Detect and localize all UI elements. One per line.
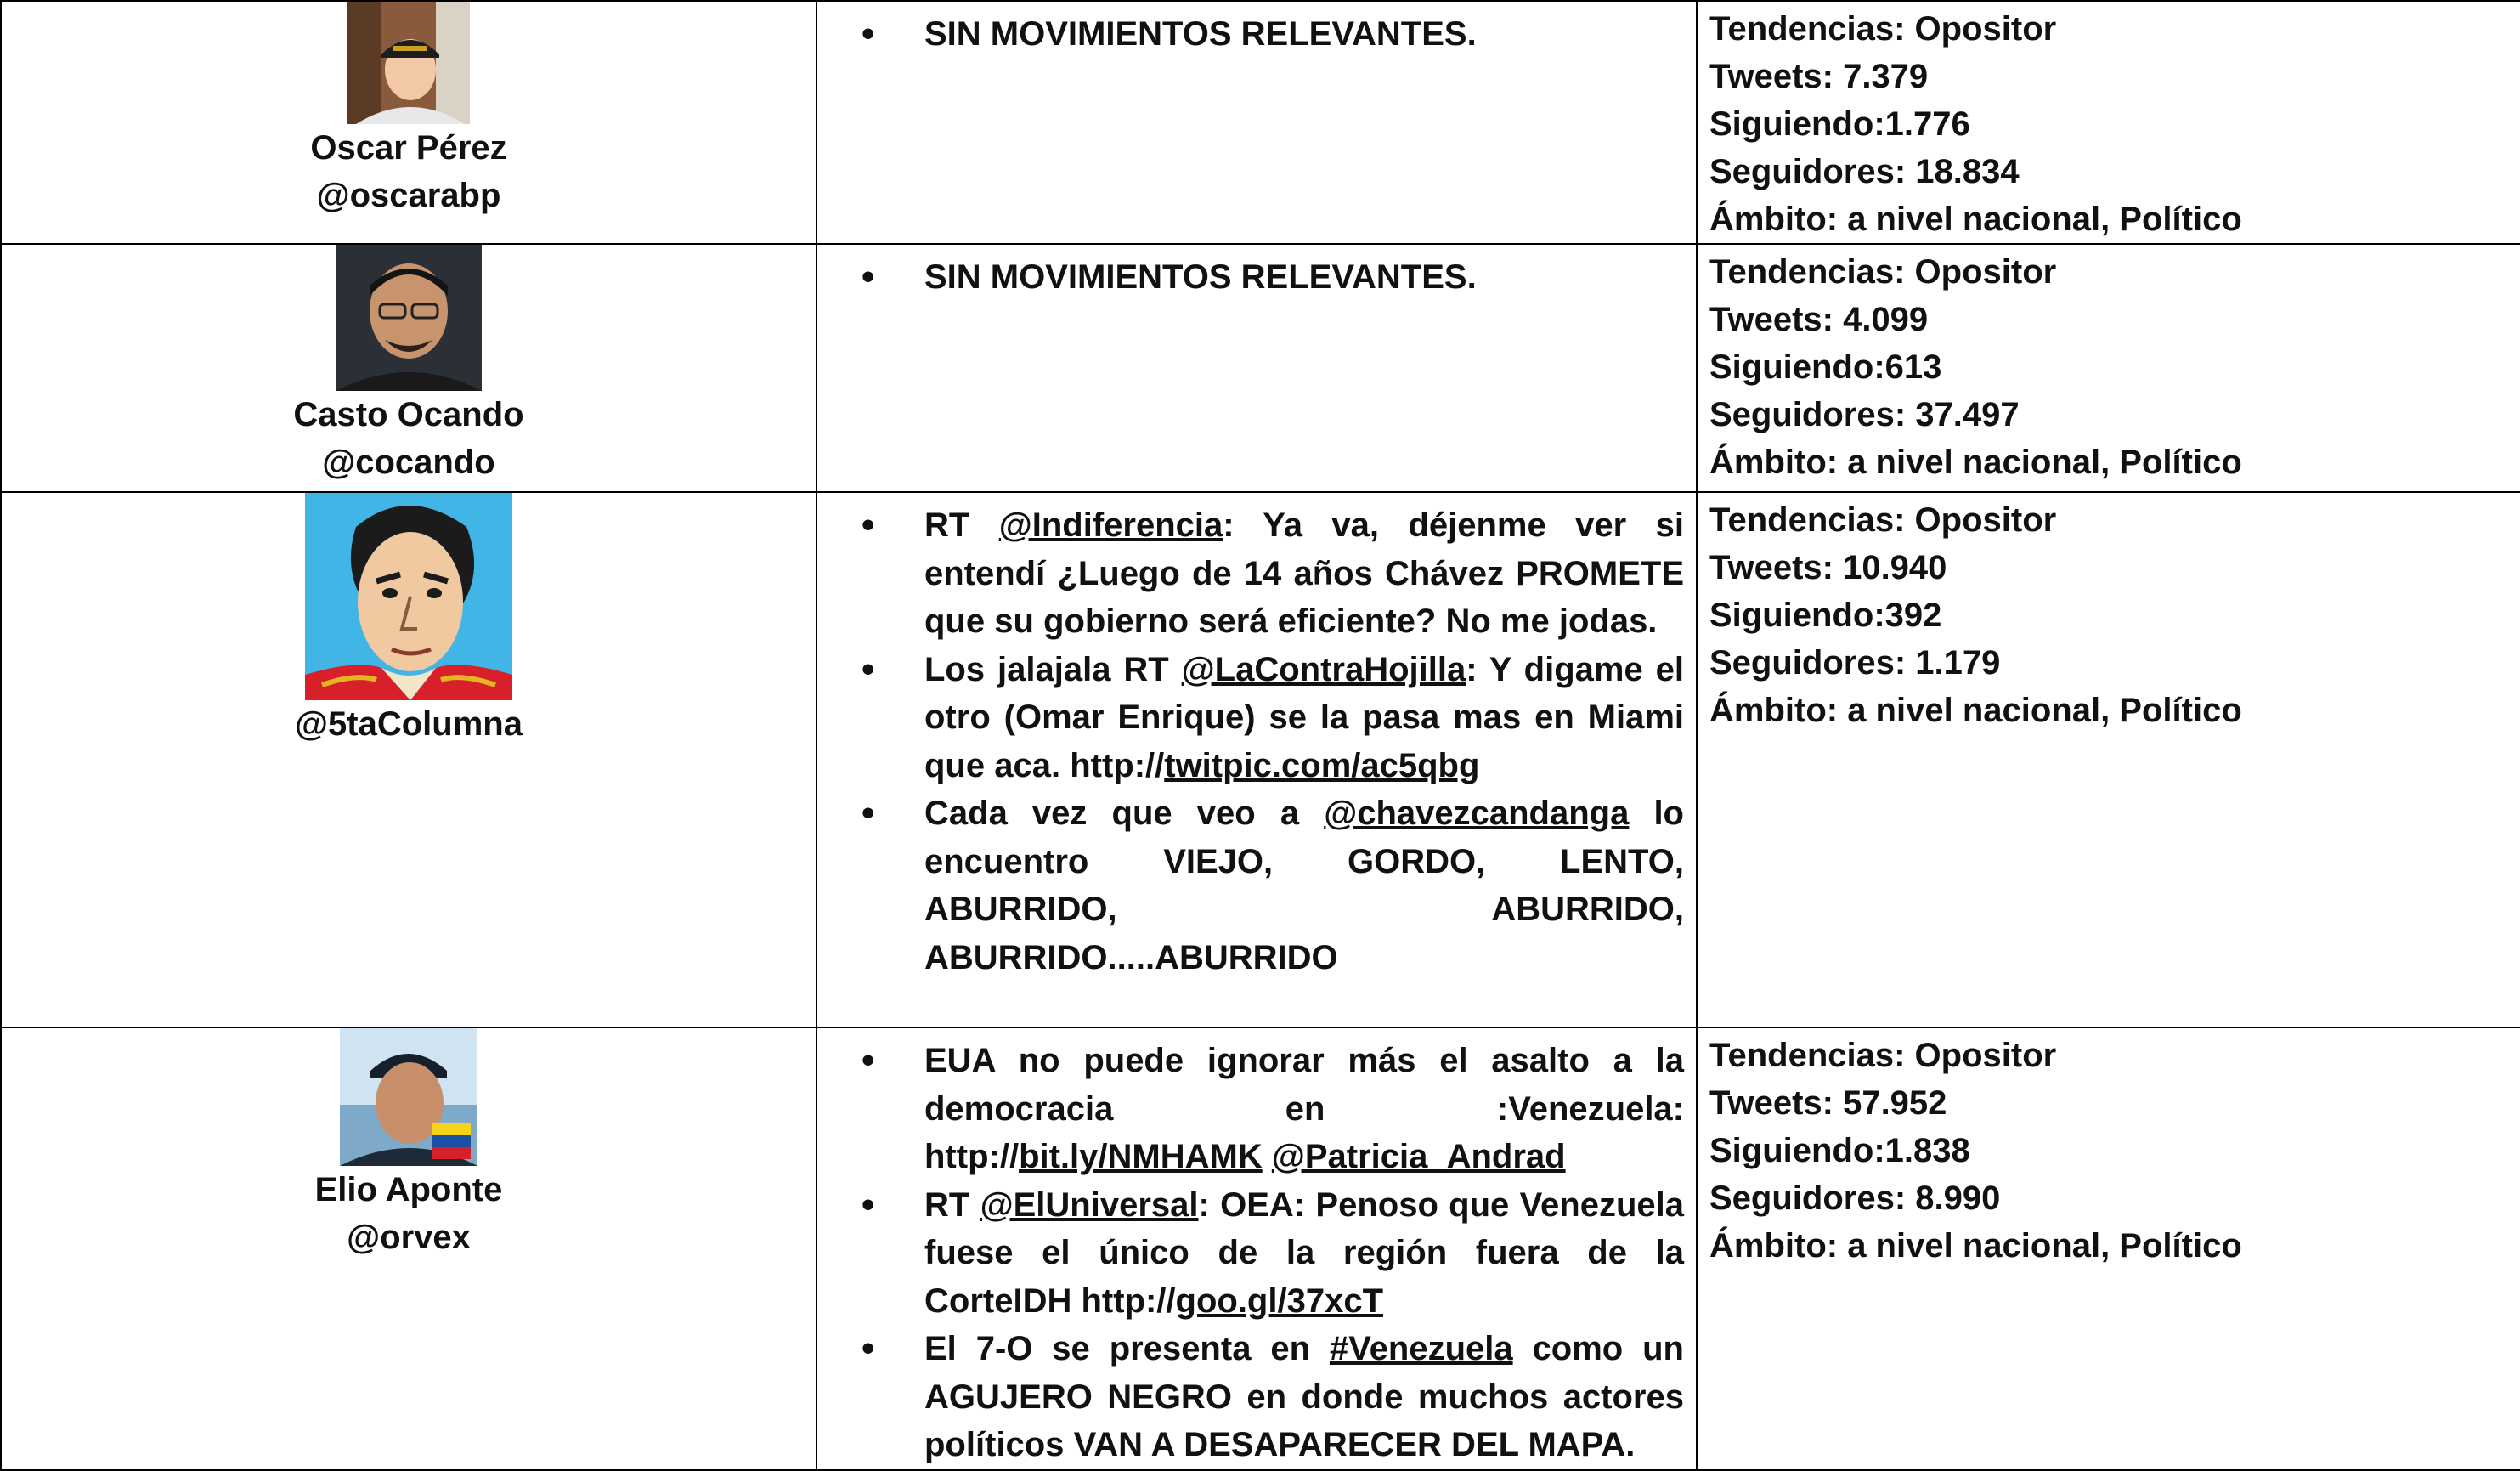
table-row [1, 244, 2520, 492]
account-name: Elio Aponte [314, 1171, 503, 1208]
tweet-text [1263, 1138, 1272, 1175]
table-row [1, 1027, 2520, 1470]
tweet-text: El 7-O se presenta en [924, 1330, 1330, 1367]
tweets-count: Tweets: 57.952 [1709, 1084, 1947, 1122]
tweet-list [817, 245, 1696, 302]
table-row [1, 1, 2520, 244]
hashtag-link[interactable]: #Venezuela [1329, 1330, 1513, 1367]
url-link[interactable]: bit.ly/NMHAMK [1019, 1138, 1263, 1175]
following-count: Siguiendo:613 [1709, 348, 1942, 386]
followers-count: Seguidores: 1.179 [1709, 644, 2001, 682]
followers-count: Seguidores: 18.834 [1709, 153, 2020, 190]
tweet-text: lo encuentro VIEJO, GORDO, LENTO, ABURRIDO, ABURRIDO, ABURRIDO.....ABURRIDO [924, 795, 1684, 976]
url-link[interactable]: goo.gl/37xcT [1175, 1281, 1384, 1320]
list-item: • SIN MOVIMIENTOS RELEVANTES. [817, 10, 1684, 59]
list-item [817, 1325, 1684, 1469]
account-handle: @cocando [322, 444, 495, 481]
following-count: Siguiendo:392 [1709, 597, 1942, 634]
tweets-count: Tweets: 10.940 [1709, 549, 1947, 586]
followers-count: Seguidores: 8.990 [1709, 1180, 2001, 1217]
avatar [305, 493, 512, 700]
avatar [347, 2, 470, 124]
tweet-text: RT [924, 1185, 980, 1224]
account-name: Casto Ocando [293, 396, 524, 433]
tweet-text: : Y digame el otro (Omar Enrique) se la pasa mas en Miami que aca. http:// [924, 650, 1684, 784]
account-name: Oscar Pérez [310, 129, 507, 167]
tweet-list [817, 2, 1696, 59]
following-count: Siguiendo:1.776 [1709, 105, 1970, 143]
account-cell [1, 1, 816, 244]
tweet-list [817, 493, 1696, 982]
mention-link[interactable]: @chavezcandanga [1324, 795, 1630, 832]
scope-label: Ámbito: a nivel nacional, Político [1709, 201, 2242, 238]
tweet-text: EUA no puede ignorar más el asalto a la democracia en :Venezuela: http:// [924, 1042, 1684, 1175]
account-cell [1, 492, 816, 1027]
tendencias-label: Tendencias: Opositor [1709, 253, 2057, 291]
account-handle: @orvex [347, 1219, 471, 1256]
stats-cell [1697, 1, 2520, 244]
tendencias-label: Tendencias: Opositor [1709, 10, 2057, 48]
tweets-cell [816, 1027, 1697, 1470]
list-item: • SIN MOVIMIENTOS RELEVANTES. [817, 253, 1684, 302]
scope-label: Ámbito: a nivel nacional, Político [1709, 1227, 2242, 1264]
following-count: Siguiendo:1.838 [1709, 1132, 1970, 1169]
tweets-cell [816, 1, 1697, 244]
account-cell [1, 1027, 816, 1470]
avatar [340, 1028, 477, 1166]
account-handle: @5taColumna [295, 705, 523, 743]
tweet-text: : OEA: Penoso que Venezuela fuese el único de la región fuera de la CorteIDH http:// [924, 1185, 1684, 1320]
scope-label: Ámbito: a nivel nacional, Político [1709, 444, 2242, 481]
mention-link[interactable]: @ElUniversal [980, 1185, 1199, 1224]
tendencias-label: Tendencias: Opositor [1709, 501, 2057, 539]
table-row [1, 492, 2520, 1027]
tendencias-label: Tendencias: Opositor [1709, 1037, 2057, 1074]
tweets-count: Tweets: 7.379 [1709, 58, 1929, 95]
followers-count: Seguidores: 37.497 [1709, 396, 2020, 433]
mention-link[interactable]: @Patricia_Andrad [1271, 1138, 1566, 1175]
account-handle: @oscarabp [316, 177, 501, 214]
list-item [817, 646, 1684, 790]
list-item [817, 1181, 1684, 1326]
scope-label: Ámbito: a nivel nacional, Político [1709, 692, 2242, 729]
tweets-cell [816, 244, 1697, 492]
mention-link[interactable]: @LaContraHojilla [1181, 650, 1466, 688]
stats-cell [1697, 1027, 2520, 1470]
url-link[interactable]: twitpic.com/ac5qbg [1164, 746, 1480, 784]
stats-cell [1697, 244, 2520, 492]
tweet-text: como un AGUJERO NEGRO en donde muchos actores políticos VAN A DESAPARECER DEL MAPA. [924, 1330, 1684, 1463]
tweet-text: Cada vez que veo a [924, 795, 1325, 832]
list-item [817, 1037, 1684, 1181]
list-item [817, 501, 1684, 646]
tweet-list [817, 1028, 1696, 1469]
avatar [336, 245, 482, 391]
tweets-cell [816, 492, 1697, 1027]
account-cell [1, 244, 816, 492]
tweet-text: Los jalajala RT [924, 650, 1182, 688]
tweets-count: Tweets: 4.099 [1709, 301, 1929, 338]
tweet-text: RT [924, 506, 999, 544]
stats-cell [1697, 492, 2520, 1027]
list-item [817, 789, 1684, 982]
tweet-text: : Ya va, déjenme ver si entendí ¿Luego de 14 años Chávez PROMETE que su gobierno será eficiente? No me jodas. [924, 506, 1684, 640]
mention-link[interactable]: @Indiferencia [998, 506, 1223, 544]
